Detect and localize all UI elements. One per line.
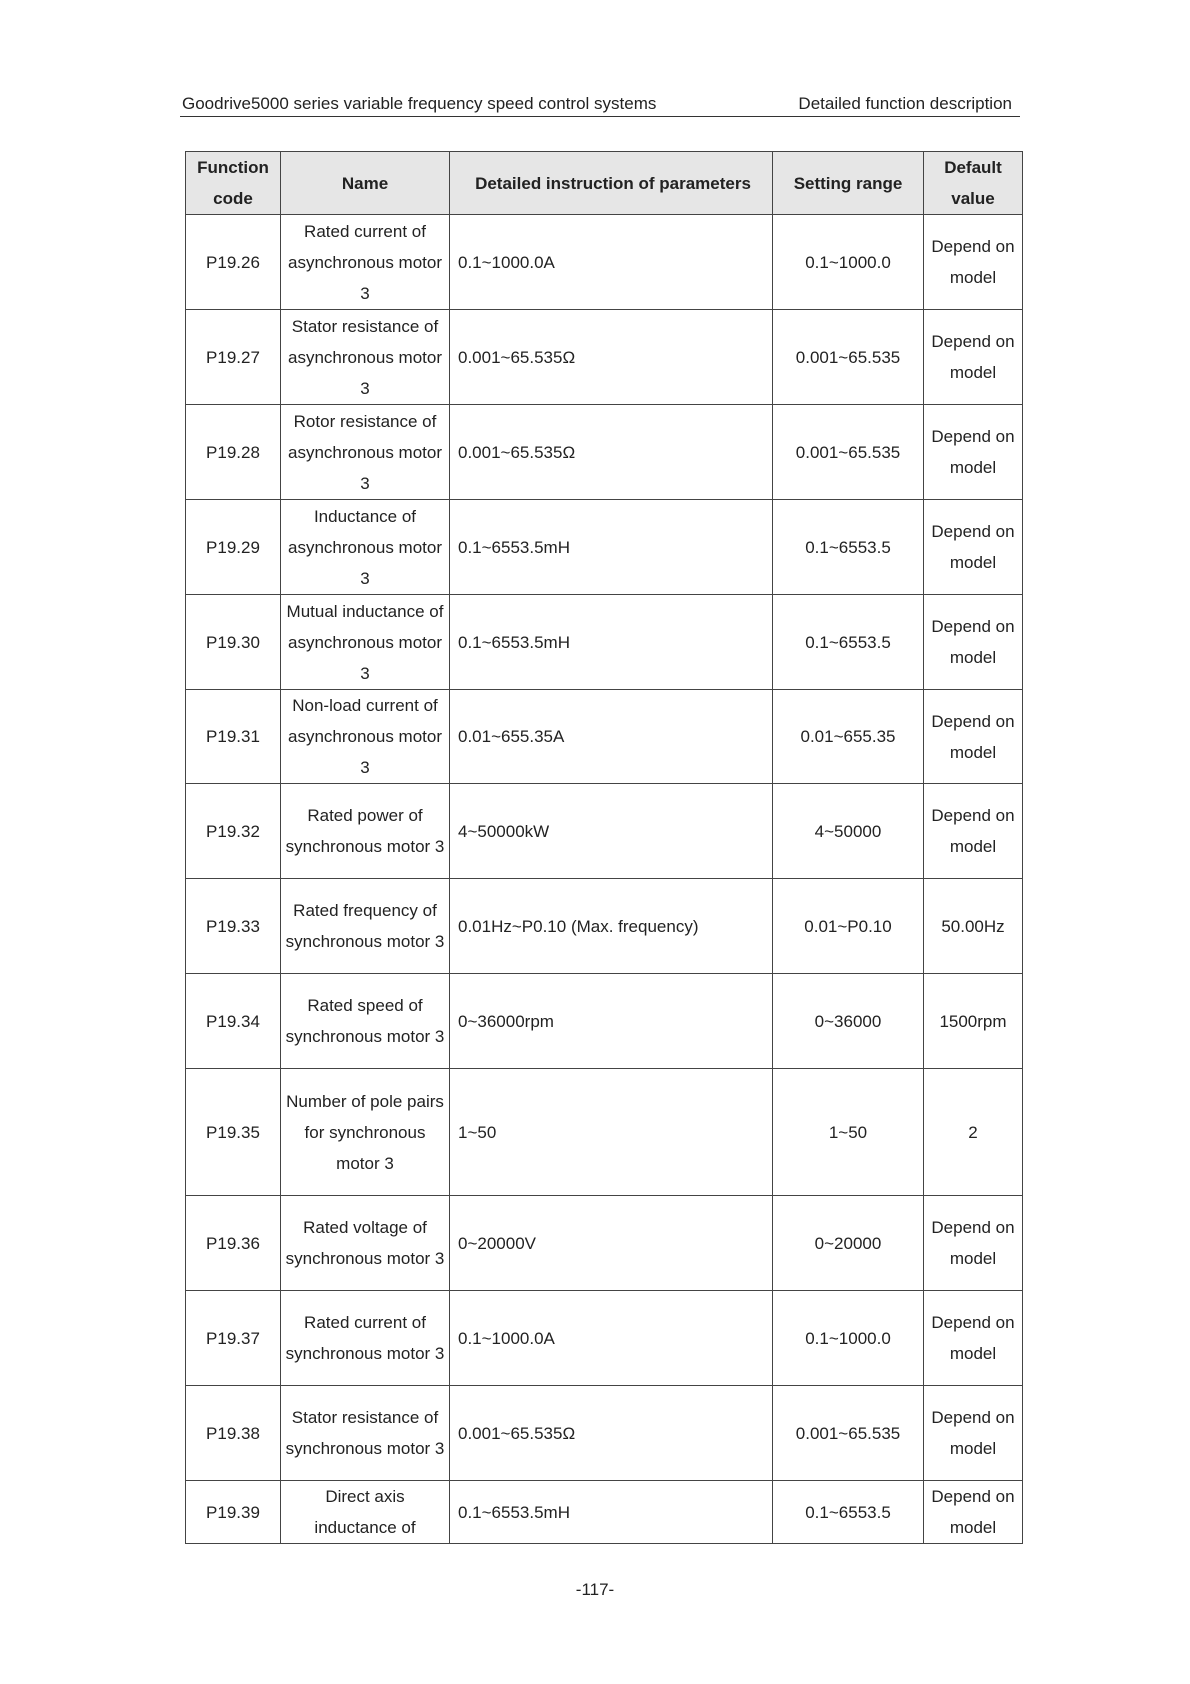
- cell-name: Rated speed of synchronous motor 3: [281, 974, 450, 1069]
- cell-function-code: P19.27: [186, 310, 281, 405]
- cell-function-code: P19.39: [186, 1481, 281, 1544]
- table-row: [186, 1196, 1023, 1291]
- cell-setting-range: 0.1~1000.0: [773, 1291, 924, 1386]
- cell-default-value: 50.00Hz: [924, 879, 1023, 974]
- cell-setting-range: 0.1~6553.5: [773, 1481, 924, 1544]
- cell-name: Stator resistance of synchronous motor 3: [281, 1386, 450, 1481]
- table-row: [186, 405, 1023, 500]
- cell-instruction: 0.1~6553.5mH: [450, 1481, 773, 1544]
- cell-function-code: P19.26: [186, 215, 281, 310]
- table-row: [186, 215, 1023, 310]
- cell-default-value: Depend on model: [924, 405, 1023, 500]
- table-row: [186, 1481, 1023, 1544]
- cell-function-code: P19.33: [186, 879, 281, 974]
- table-row: [186, 310, 1023, 405]
- cell-instruction: 0.001~65.535Ω: [450, 310, 773, 405]
- cell-instruction: 0~36000rpm: [450, 974, 773, 1069]
- table-header-row: [186, 152, 1023, 215]
- table-row: [186, 1386, 1023, 1481]
- cell-setting-range: 1~50: [773, 1069, 924, 1196]
- cell-name: Number of pole pairs for synchronous motor 3: [281, 1069, 450, 1196]
- cell-instruction: 1~50: [450, 1069, 773, 1196]
- cell-name: Rotor resistance of asynchronous motor 3: [281, 405, 450, 500]
- cell-name: Rated current of synchronous motor 3: [281, 1291, 450, 1386]
- cell-setting-range: 0.1~6553.5: [773, 500, 924, 595]
- cell-instruction: 0.1~1000.0A: [450, 1291, 773, 1386]
- cell-default-value: Depend on model: [924, 784, 1023, 879]
- cell-setting-range: 0.1~6553.5: [773, 595, 924, 690]
- cell-function-code: P19.31: [186, 690, 281, 784]
- table-row: [186, 1069, 1023, 1196]
- cell-function-code: P19.29: [186, 500, 281, 595]
- column-header-name: Name: [281, 152, 450, 215]
- cell-instruction: 0~20000V: [450, 1196, 773, 1291]
- table-row: [186, 690, 1023, 784]
- cell-default-value: Depend on model: [924, 1291, 1023, 1386]
- cell-default-value: Depend on model: [924, 500, 1023, 595]
- table-row: [186, 974, 1023, 1069]
- cell-name: Rated voltage of synchronous motor 3: [281, 1196, 450, 1291]
- cell-default-value: 2: [924, 1069, 1023, 1196]
- cell-name: Rated frequency of synchronous motor 3: [281, 879, 450, 974]
- cell-instruction: 0.001~65.535Ω: [450, 405, 773, 500]
- cell-default-value: Depend on model: [924, 1481, 1023, 1544]
- header-document-title: Goodrive5000 series variable frequency speed control systems: [182, 94, 657, 113]
- cell-function-code: P19.35: [186, 1069, 281, 1196]
- cell-function-code: P19.30: [186, 595, 281, 690]
- cell-function-code: P19.37: [186, 1291, 281, 1386]
- cell-setting-range: 0.01~P0.10: [773, 879, 924, 974]
- cell-default-value: Depend on model: [924, 1196, 1023, 1291]
- cell-setting-range: 0~20000: [773, 1196, 924, 1291]
- table-row: [186, 500, 1023, 595]
- cell-instruction: 4~50000kW: [450, 784, 773, 879]
- cell-setting-range: 0.001~65.535: [773, 310, 924, 405]
- cell-name: Non-load current of asynchronous motor 3: [281, 690, 450, 784]
- column-header-instruction: Detailed instruction of parameters: [450, 152, 773, 215]
- cell-setting-range: 4~50000: [773, 784, 924, 879]
- table-row: [186, 784, 1023, 879]
- cell-instruction: 0.01~655.35A: [450, 690, 773, 784]
- cell-default-value: Depend on model: [924, 595, 1023, 690]
- cell-name: Direct axis inductance of: [281, 1481, 450, 1544]
- cell-default-value: Depend on model: [924, 690, 1023, 784]
- cell-default-value: Depend on model: [924, 310, 1023, 405]
- cell-function-code: P19.38: [186, 1386, 281, 1481]
- cell-instruction: 0.1~1000.0A: [450, 215, 773, 310]
- table-row: [186, 595, 1023, 690]
- cell-setting-range: 0.001~65.535: [773, 405, 924, 500]
- cell-name: Mutual inductance of asynchronous motor 3: [281, 595, 450, 690]
- column-header-default-value: Default value: [924, 152, 1023, 215]
- cell-setting-range: 0.1~1000.0: [773, 215, 924, 310]
- cell-default-value: Depend on model: [924, 1386, 1023, 1481]
- header-section-title: Detailed function description: [798, 94, 1012, 113]
- cell-name: Stator resistance of asynchronous motor 3: [281, 310, 450, 405]
- cell-function-code: P19.36: [186, 1196, 281, 1291]
- cell-name: Rated power of synchronous motor 3: [281, 784, 450, 879]
- cell-instruction: 0.01Hz~P0.10 (Max. frequency): [450, 879, 773, 974]
- cell-name: Rated current of asynchronous motor 3: [281, 215, 450, 310]
- cell-instruction: 0.001~65.535Ω: [450, 1386, 773, 1481]
- cell-function-code: P19.32: [186, 784, 281, 879]
- column-header-setting-range: Setting range: [773, 152, 924, 215]
- cell-setting-range: 0.01~655.35: [773, 690, 924, 784]
- cell-default-value: Depend on model: [924, 215, 1023, 310]
- parameter-table: [185, 151, 1023, 1544]
- cell-instruction: 0.1~6553.5mH: [450, 595, 773, 690]
- page-number: -117-: [575, 1580, 615, 1599]
- page-header: [180, 92, 1020, 117]
- column-header-function-code: Function code: [186, 152, 281, 215]
- cell-setting-range: 0~36000: [773, 974, 924, 1069]
- cell-default-value: 1500rpm: [924, 974, 1023, 1069]
- cell-name: Inductance of asynchronous motor 3: [281, 500, 450, 595]
- cell-instruction: 0.1~6553.5mH: [450, 500, 773, 595]
- cell-function-code: P19.34: [186, 974, 281, 1069]
- table-row: [186, 879, 1023, 974]
- table-row: [186, 1291, 1023, 1386]
- cell-setting-range: 0.001~65.535: [773, 1386, 924, 1481]
- cell-function-code: P19.28: [186, 405, 281, 500]
